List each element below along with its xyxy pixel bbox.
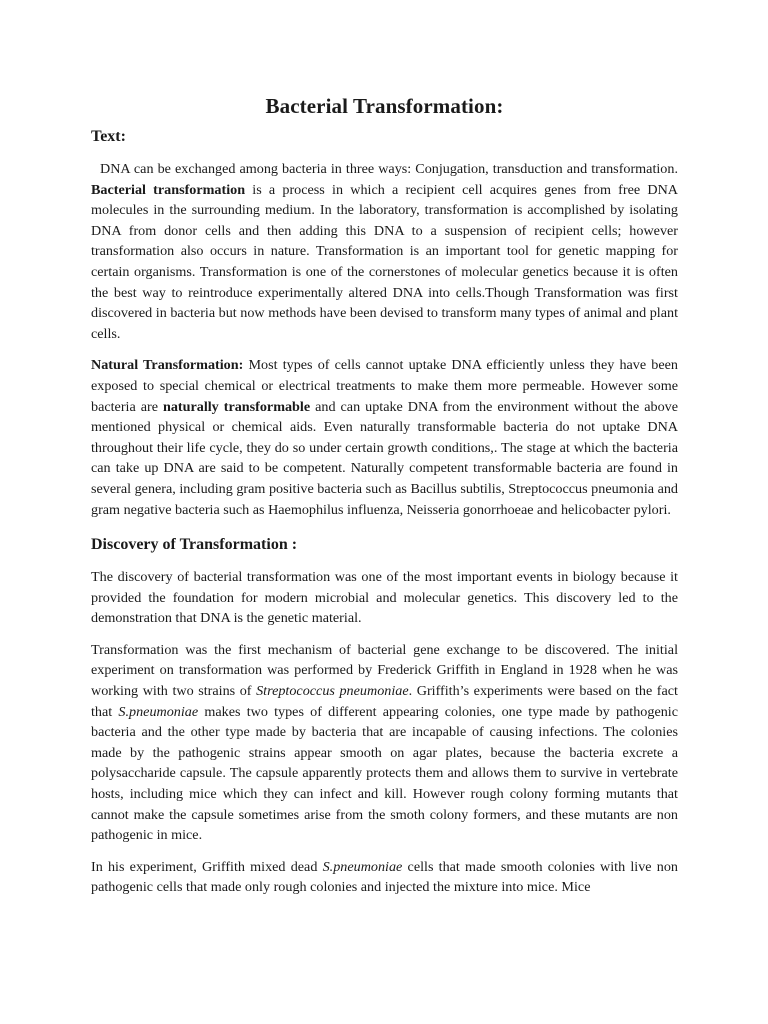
s-pneumoniae-term: S.pneumoniae bbox=[118, 703, 199, 720]
bacterial-transformation-term: Bacterial transformation bbox=[91, 181, 246, 198]
paragraph-griffith-text-2: . Griffith’s experiments were based on the fact that bbox=[91, 683, 678, 720]
paragraph-natural-text-1: Most types of cells cannot uptake DNA efficiently unless they have been exposed to special chemical or electrical treatments to make them more permeable. However some bacteria are bbox=[91, 357, 678, 415]
paragraph-mixture-text-2: cells that made smooth colonies with live non pathogenic cells that made only rough colonies and injected the mixture into mice. Mice bbox=[91, 858, 678, 896]
paragraph-natural-text-2: and can uptake DNA from the environment without the above mentioned physical or chemical aids. Even naturally transformable bacteria do not uptake DNA throughout their life cycle, they do so under certain growth conditions,. The stage at which the bacteria can take up DNA are said to be competent. Naturally competent transformable bacteria are found in several genera, including gram positive bacteria such as Bacillus subtilis, Streptococcus pneumonia and gram negative bacteria such as Haemophilus influenza, Neisseria gonorrhoeae and helicobacter pylori. bbox=[91, 398, 679, 518]
paragraph-griffith-mixture bbox=[91, 857, 678, 898]
document-title: Bacterial Transformation: bbox=[265, 94, 504, 118]
paragraph-griffith-text-1: Transformation was the first mechanism of bacterial gene exchange to be discovered. The initial experiment on transformation was performed by Frederick Griffith in England in 1928 when he was working with two strains of bbox=[91, 641, 678, 700]
paragraph-discovery: The discovery of bacterial transformation was one of the most important events in biology because it provided the foundation for modern microbial and molecular genetics. This discovery led to the demonstration that DNA is the genetic material. bbox=[91, 569, 678, 627]
natural-transformation-term: Natural Transformation: bbox=[91, 357, 244, 374]
paragraph-griffith-experiment bbox=[91, 640, 678, 846]
naturally-transformable-term: naturally transformable bbox=[162, 398, 311, 415]
paragraph-intro-text-1: DNA can be exchanged among bacteria in three ways: Conjugation, transduction and transformation. bbox=[100, 161, 678, 177]
paragraph-intro bbox=[91, 159, 678, 344]
paragraph-mixture-text-1: In his experiment, Griffith mixed dead bbox=[91, 858, 323, 875]
paragraph-griffith-text-3: makes two types of different appearing colonies, one type made by pathogenic bacteria and the other type made by bacteria that are incapable of causing infections. The colonies made by the pathogenic strains appear smooth on agar plates, because the bacteria excrete a polysaccharide capsule. The capsule apparently protects them and allows them to survive in vertebrate hosts, including mice which they can infect and kill. However rough colony forming mutants that cannot make the capsule sometimes arise from the smoth colony formers, and these mutants are non pathogenic in mice. bbox=[91, 703, 678, 844]
document-body bbox=[91, 92, 678, 909]
paragraph-intro-text-2: is a process in which a recipient cell acquires genes from free DNA molecules in the surrounding medium. In the laboratory, transformation is accomplished by isolating DNA from donor cells and then adding this DNA to a suspension of recipient cells; however transformation also occurs in nature. Transformation is an important tool for genetic mapping for certain organisms. Transformation is one of the cornerstones of molecular genetics because it is often the best way to reintroduce experimentally altered DNA into cells.Though Transformation was first discovered in bacteria but now methods have been devised to transform many types of animal and plant cells. bbox=[91, 181, 678, 342]
s-pneumoniae-term-2: S.pneumoniae bbox=[322, 858, 403, 875]
paragraph-natural-transformation bbox=[91, 355, 678, 520]
text-label: Text: bbox=[91, 128, 126, 145]
streptococcus-pneumoniae-term: Streptococcus pneumoniae bbox=[256, 683, 409, 700]
section-heading-discovery: Discovery of Transformation : bbox=[91, 536, 298, 554]
